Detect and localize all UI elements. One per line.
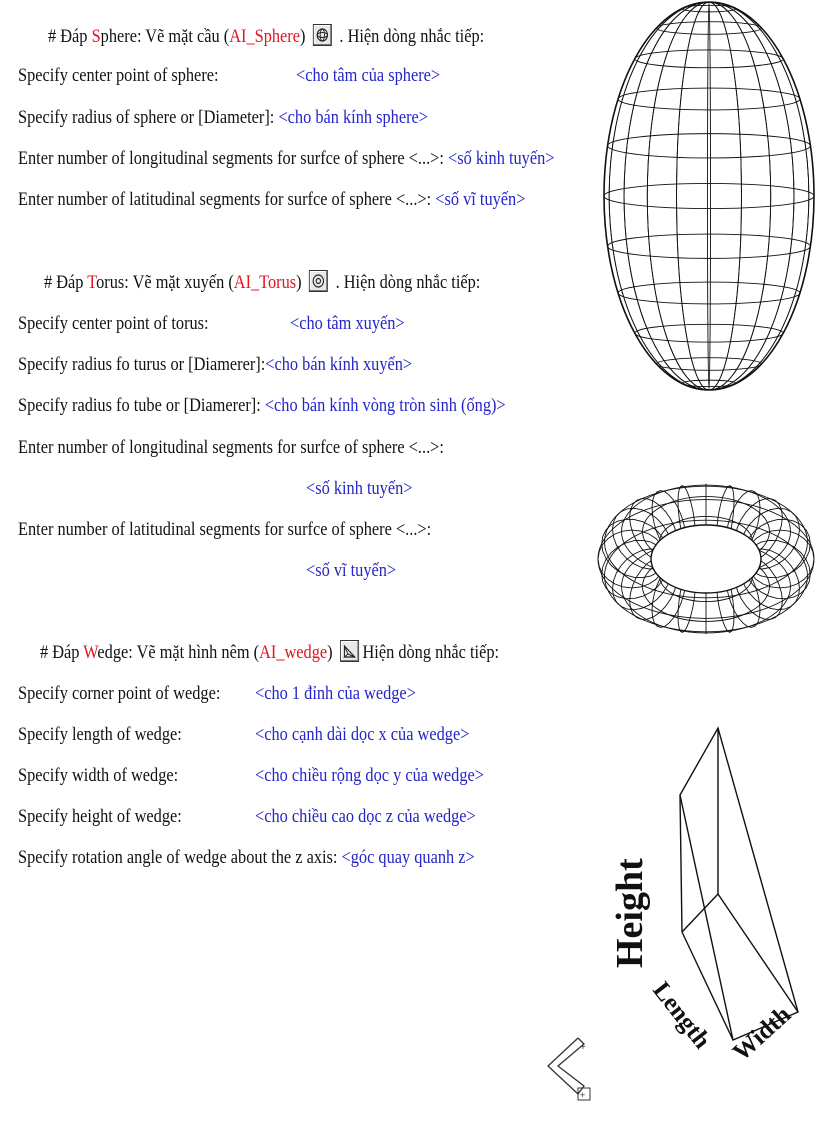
torus-hole <box>651 525 761 593</box>
sphere-latitude-line <box>657 358 762 371</box>
sphere-wireframe-figure <box>602 0 816 400</box>
sphere-longitude-line <box>624 2 794 390</box>
sphere-longitude-line <box>677 2 742 390</box>
sphere-latitude-line <box>608 134 811 158</box>
wedge-hint-3: <cho chiều rộng dọc y của wedge> <box>255 765 484 786</box>
sphere-latitude-line <box>635 50 783 68</box>
wedge-edge <box>680 795 682 932</box>
sphere-longitude-line <box>647 2 770 390</box>
length-label: Length <box>647 977 716 1054</box>
wedge-command: AI_wedge <box>259 642 328 663</box>
torus-prompt-4: Enter number of longitudinal segments for surfce of sphere <...>: <box>18 437 444 458</box>
torus-initial: T <box>87 272 97 293</box>
sphere-longitude-line <box>647 2 770 390</box>
sphere-longitude-line <box>624 2 794 390</box>
sphere-command: AI_Sphere <box>229 26 300 47</box>
torus-prompt-1: Specify center point of torus: <box>18 313 209 334</box>
ucs-icon <box>540 1034 600 1114</box>
svg-text:+: + <box>580 1090 586 1100</box>
sphere-latitude-line <box>604 183 814 208</box>
torus-command: AI_Torus <box>233 272 297 293</box>
wedge-edge <box>718 894 798 1012</box>
torus-hint-5: <số vĩ tuyến> <box>306 560 397 581</box>
wedge-icon[interactable] <box>340 640 359 662</box>
torus-wireframe-figure <box>596 428 816 690</box>
sphere-latitude-line <box>618 282 800 304</box>
wedge-prompt-5: Specify rotation angle of wedge about the z axis: <góc quay quanh z> <box>18 847 475 868</box>
sphere-prompt-4: Enter number of latitudinal segments for surfce of sphere <...>: <số vĩ tuyến> <box>18 189 526 210</box>
wedge-prompt-2: Specify length of wedge: <box>18 724 182 745</box>
sphere-header: # Đáp Sphere: Vẽ mặt cầu (AI_Sphere) . Hiện dòng nhắc tiếp: <box>48 26 485 47</box>
sphere-longitude-line <box>609 2 809 390</box>
sphere-longitude-line <box>677 2 742 390</box>
sphere-hint-1: <cho tâm của sphere> <box>296 65 441 86</box>
sphere-latitude-line <box>657 22 762 35</box>
wedge-outline <box>680 728 798 1040</box>
torus-icon[interactable] <box>309 270 328 292</box>
wedge-hint-1: <cho 1 đỉnh của wedge> <box>255 683 416 704</box>
torus-prompt-2: Specify radius fo turus or [Diamerer]:<cho bán kính xuyến> <box>18 354 413 375</box>
wedge-hint-2: <cho cạnh dài dọc x của wedge> <box>255 724 470 745</box>
wedge-initial: W <box>83 642 98 663</box>
width-label: Width <box>727 1001 797 1067</box>
wedge-prompt-4: Specify height of wedge: <box>18 806 182 827</box>
torus-prompt-5: Enter number of latitudinal segments for surfce of sphere <...>: <box>18 519 432 540</box>
sphere-icon[interactable] <box>313 24 332 46</box>
torus-header: # Đáp Torus: Vẽ mặt xuyến (AI_Torus) . Hiện dòng nhắc tiếp: <box>44 272 481 293</box>
wedge-prompt-3: Specify width of wedge: <box>18 765 179 786</box>
torus-hint-1: <cho tâm xuyến> <box>290 313 405 334</box>
torus-hint-4: <số kinh tuyến> <box>306 478 413 499</box>
sphere-prompt-1: Specify center point of sphere: <box>18 65 219 86</box>
sphere-latitude-line <box>635 324 783 342</box>
wedge-prompt-1: Specify corner point of wedge: <box>18 683 221 704</box>
sphere-prompt-3: Enter number of longitudinal segments for surfce of sphere <...>: <số kinh tuyến> <box>18 148 555 169</box>
height-label: Height <box>609 858 651 968</box>
sphere-latitude-line <box>618 88 800 110</box>
wedge-header: # Đáp Wedge: Vẽ mặt hình nêm (AI_wedge) Hiện dòng nhắc tiếp: <box>40 642 500 663</box>
sphere-prompt-2: Specify radius of sphere or [Diameter]: <cho bán kính sphere> <box>18 107 429 128</box>
svg-text:+: + <box>580 1042 586 1053</box>
sphere-initial: S <box>91 26 101 47</box>
wedge-hint-4: <cho chiều cao dọc z của wedge> <box>255 806 476 827</box>
wedge-figure <box>590 700 816 1070</box>
wedge-edge <box>682 894 718 932</box>
sphere-longitude-line <box>609 2 809 390</box>
sphere-longitude-line <box>708 2 711 390</box>
sphere-latitude-line <box>608 234 811 258</box>
torus-prompt-3: Specify radius fo tube or [Diamerer]: <cho bán kính vòng tròn sinh (ống)> <box>18 395 506 416</box>
